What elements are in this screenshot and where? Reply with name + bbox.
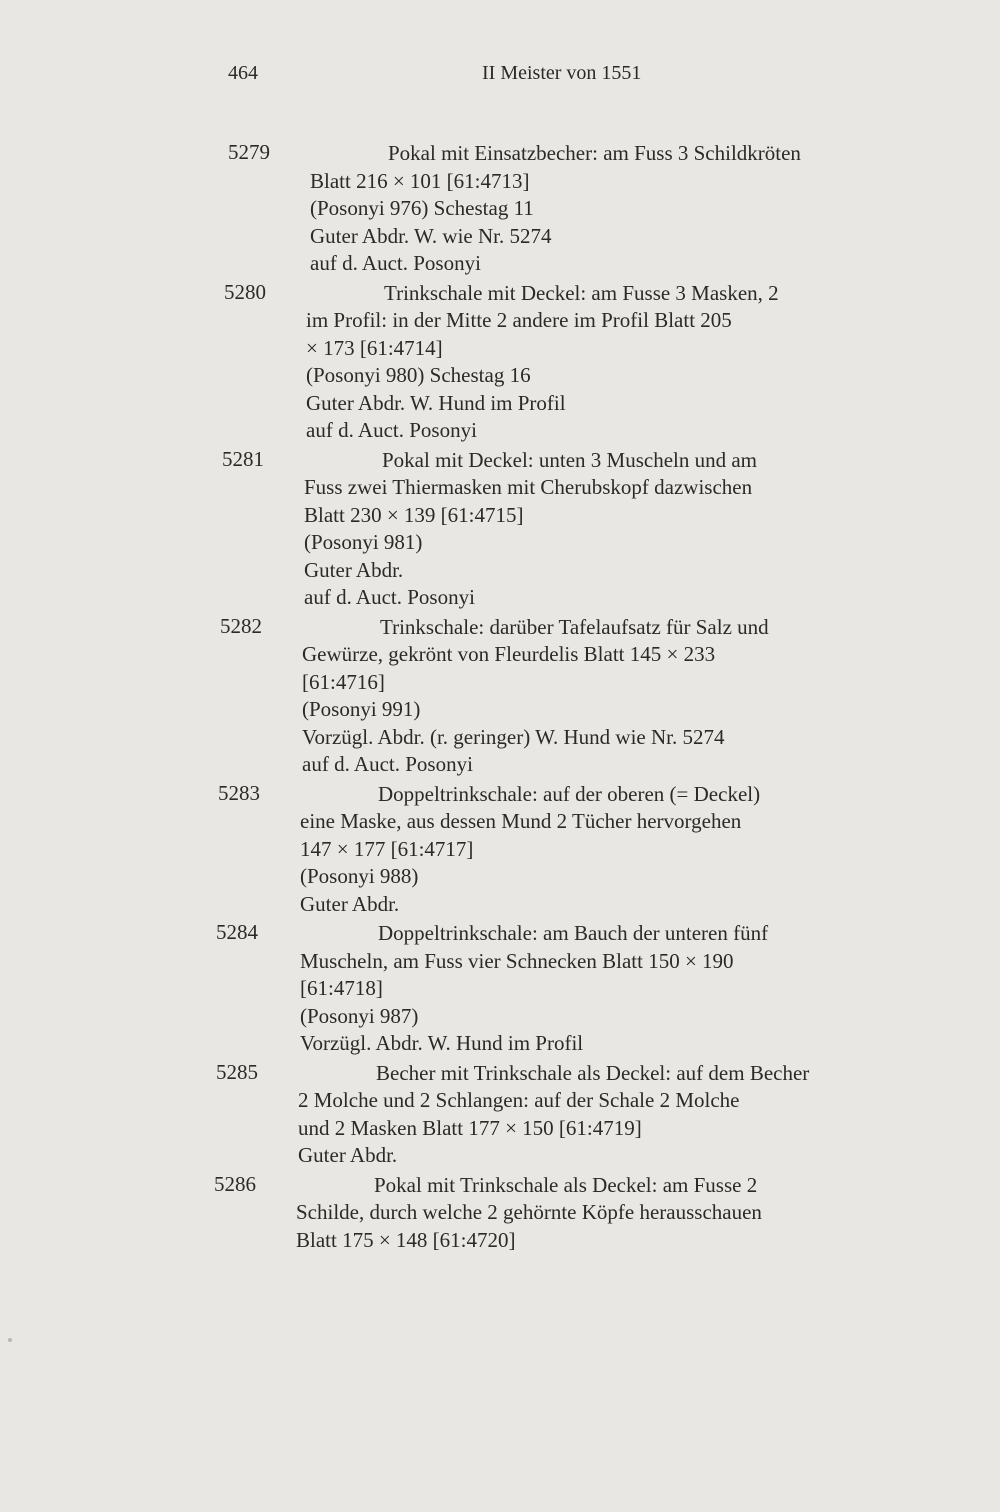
entry-number: 5283: [218, 780, 260, 805]
entry-line: Blatt 175 × 148 [61:4720]: [296, 1227, 516, 1252]
entry-number: 5285: [216, 1059, 258, 1084]
entry-number: 5281: [222, 446, 264, 471]
entry-line: Vorzügl. Abdr. W. Hund im Profil: [300, 1031, 584, 1055]
entry-text: [300, 781, 930, 919]
entry-text: [300, 920, 930, 1058]
paper-speck: [8, 1338, 12, 1342]
entry-line: [61:4718]: [300, 976, 383, 1000]
entry-line: Pokal mit Deckel: unten 3 Muscheln und am: [382, 447, 758, 472]
entry-line: Doppeltrinkschale: auf der oberen (= Deckel): [378, 781, 761, 806]
entry-line: auf d. Auct. Posonyi: [302, 752, 473, 776]
entry-line: Schilde, durch welche 2 gehörnte Köpfe herausschauen: [296, 1200, 762, 1224]
entry-line: Blatt 216 × 101 [61:4713]: [310, 168, 530, 193]
running-title: II Meister von 1551: [482, 62, 642, 84]
entry-line: Gewürze, gekrönt von Fleurdelis Blatt 145 × 233: [302, 642, 716, 666]
entry-line: auf d. Auct. Posonyi: [306, 418, 477, 442]
entry-line: (Posonyi 980) Schestag 16: [306, 363, 531, 387]
entry-line: Trinkschale: darüber Tafelaufsatz für Salz und: [380, 614, 769, 639]
entry-text: [296, 1172, 926, 1255]
entry-text: [302, 614, 932, 779]
entry-line: Vorzügl. Abdr. (r. geringer) W. Hund wie Nr. 5274: [302, 724, 725, 749]
entry-text: [306, 280, 936, 445]
entry-line: Guter Abdr.: [300, 891, 400, 916]
entry-number: 5284: [216, 920, 258, 944]
entry-line: Muscheln, am Fuss vier Schnecken Blatt 150 × 190: [300, 948, 734, 973]
entry-number: 5286: [214, 1171, 256, 1196]
entry-line: [61:4716]: [302, 669, 385, 694]
catalogue-entry: [0, 447, 1000, 612]
entry-line: Guter Abdr. W. Hund im Profil: [306, 390, 566, 415]
entry-line: Guter Abdr.: [304, 557, 404, 582]
entry-line: (Posonyi 988): [300, 864, 419, 888]
entry-line: Guter Abdr.: [298, 1143, 398, 1167]
entry-line: Blatt 230 × 139 [61:4715]: [304, 502, 524, 527]
entry-line: eine Maske, aus dessen Mund 2 Tücher hervorgehen: [300, 809, 742, 833]
entry-line: und 2 Masken Blatt 177 × 150 [61:4719]: [298, 1115, 642, 1140]
catalogue-entry: [0, 140, 1000, 278]
entry-line: Trinkschale mit Deckel: am Fusse 3 Masken, 2: [384, 280, 779, 305]
catalogue-entry: [0, 1172, 1000, 1255]
entry-line: (Posonyi 987): [300, 1003, 419, 1028]
entry-line: Doppeltrinkschale: am Bauch der unteren fünf: [378, 921, 769, 945]
catalogue-entry: [0, 1060, 1000, 1170]
entry-number: 5279: [228, 140, 270, 164]
page-header: [228, 62, 928, 102]
page-number: 464: [228, 62, 258, 84]
entry-line: 147 × 177 [61:4717]: [300, 836, 474, 861]
entry-line: Pokal mit Einsatzbecher: am Fuss 3 Schildkröten: [388, 141, 801, 165]
catalogue-entries: [0, 140, 1000, 1256]
entry-line: auf d. Auct. Posonyi: [310, 251, 481, 275]
entry-line: (Posonyi 991): [302, 697, 421, 721]
entry-text: [310, 140, 940, 278]
catalogue-entry: [0, 920, 1000, 1058]
entry-line: im Profil: in der Mitte 2 andere im Profil Blatt 205: [306, 308, 732, 332]
entry-line: Pokal mit Trinkschale als Deckel: am Fusse 2: [374, 1172, 758, 1197]
entry-line: (Posonyi 976) Schestag 11: [310, 196, 534, 220]
entry-line: Guter Abdr. W. wie Nr. 5274: [310, 223, 552, 248]
entry-line: auf d. Auct. Posonyi: [304, 585, 475, 609]
entry-line: Fuss zwei Thiermasken mit Cherubskopf dazwischen: [304, 475, 753, 499]
entry-line: Becher mit Trinkschale als Deckel: auf dem Becher: [376, 1060, 810, 1085]
entry-number: 5282: [220, 613, 262, 638]
catalogue-entry: [0, 614, 1000, 779]
catalogue-entry: [0, 280, 1000, 445]
catalogue-entry: [0, 781, 1000, 919]
entry-text: [298, 1060, 928, 1170]
entry-line: × 173 [61:4714]: [306, 335, 443, 360]
entry-text: [304, 447, 934, 612]
entry-line: (Posonyi 981): [304, 530, 423, 554]
entry-line: 2 Molche und 2 Schlangen: auf der Schale 2 Molche: [298, 1088, 740, 1112]
entry-number: 5280: [224, 279, 266, 304]
